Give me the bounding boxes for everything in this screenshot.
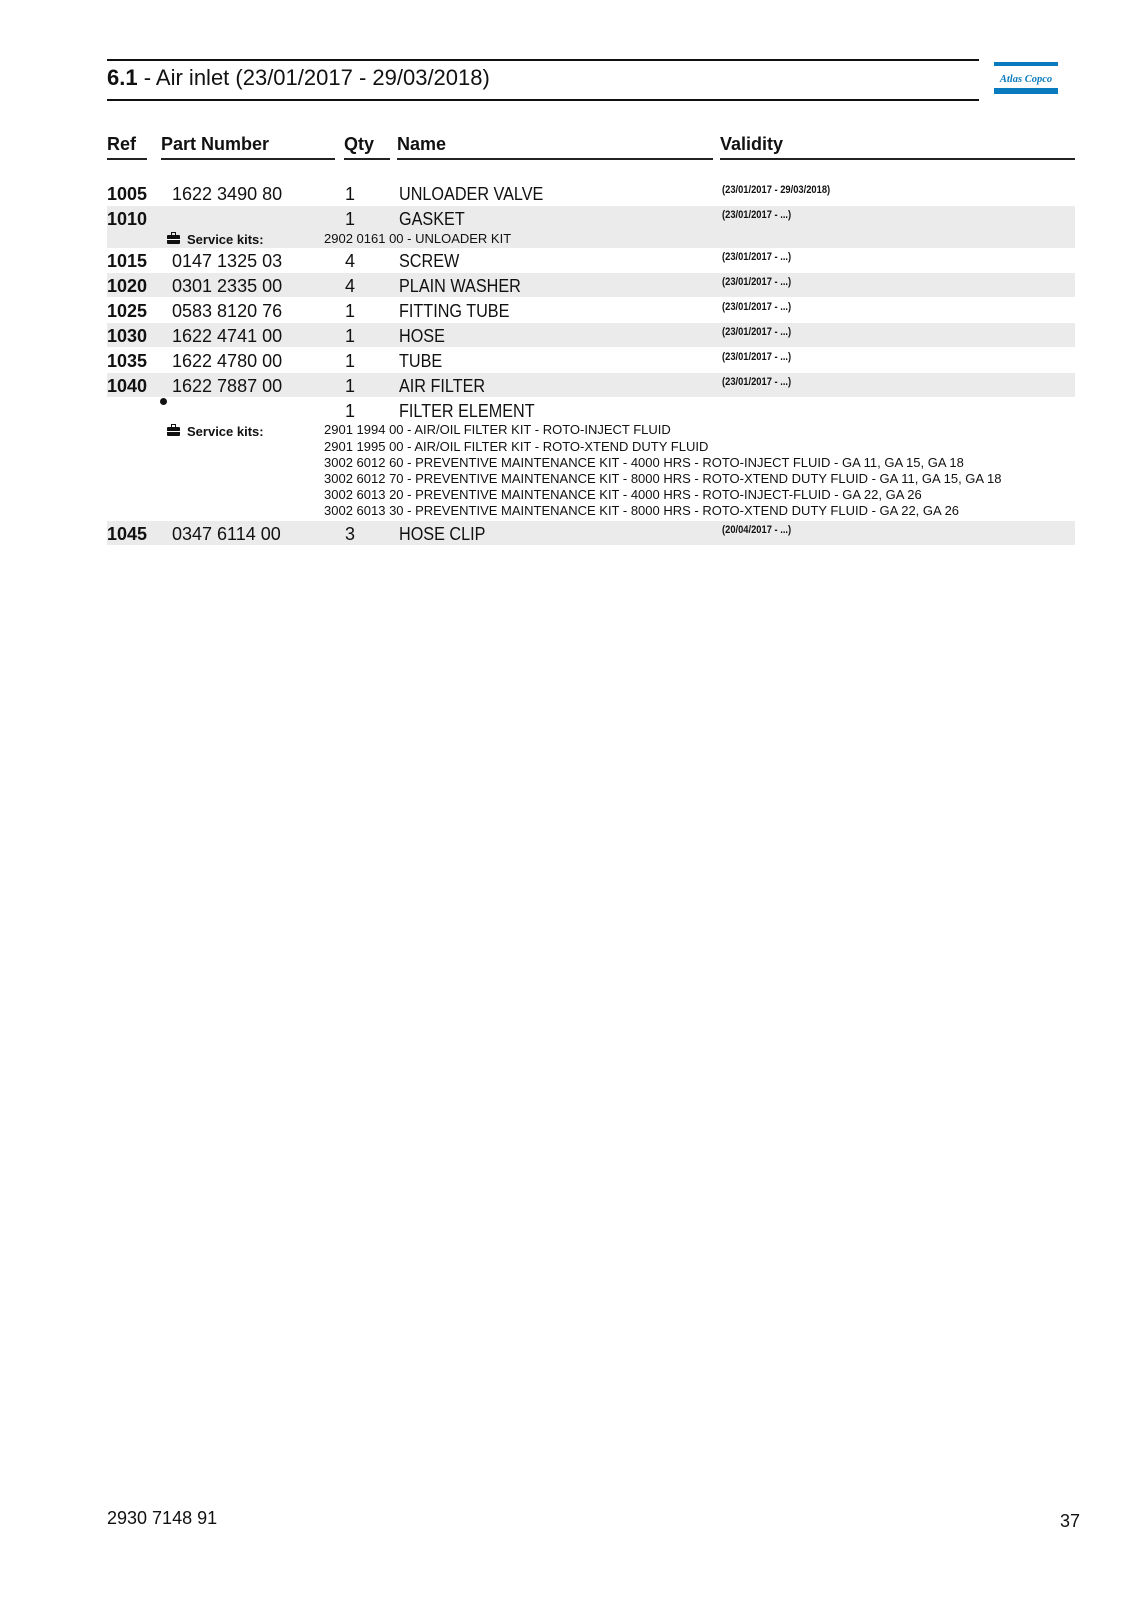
table-row: [107, 398, 1075, 422]
part-name: PLAIN WASHER: [399, 276, 521, 296]
service-kits-text: Service kits:: [187, 424, 264, 439]
table-row: [107, 181, 1075, 205]
part-number: 1622 4780 00: [172, 351, 283, 371]
part-name: AIR FILTER: [399, 376, 486, 396]
service-kit-item: 3002 6013 20 - PREVENTIVE MAINTENANCE KIT - 4000 HRS - ROTO-INJECT-FLUID - GA 22, GA 26: [324, 487, 922, 502]
service-kit-item: 2901 1995 00 - AIR/OIL FILTER KIT - ROTO-XTEND DUTY FLUID: [324, 439, 709, 454]
table-row: [107, 323, 1075, 347]
quantity: 1: [345, 209, 356, 229]
briefcase-icon: [167, 427, 180, 436]
header-underline: [161, 158, 335, 160]
col-header-ref: Ref: [107, 134, 137, 154]
quantity: 1: [345, 376, 356, 396]
sub-item-bullet-icon: [160, 398, 167, 405]
quantity: 1: [345, 184, 356, 204]
ref-number: 1010: [107, 209, 148, 229]
part-name: HOSE CLIP: [399, 524, 486, 544]
part-number: 0583 8120 76: [172, 301, 283, 321]
table-row: [107, 206, 1075, 230]
validity: (23/01/2017 - ...): [722, 276, 792, 288]
service-kits-text: Service kits:: [187, 232, 264, 247]
table-row: [107, 373, 1075, 397]
validity: (23/01/2017 - ...): [722, 351, 792, 363]
table-row: [107, 248, 1075, 272]
table-row: [107, 348, 1075, 372]
section-number: 6.1: [107, 65, 138, 90]
part-number: 1622 7887 00: [172, 376, 283, 396]
header-underline: [344, 158, 390, 160]
part-number: 1622 4741 00: [172, 326, 283, 346]
part-name: SCREW: [399, 251, 460, 271]
col-header-validity: Validity: [720, 134, 784, 154]
ref-number: 1025: [107, 301, 148, 321]
briefcase-icon: [167, 235, 180, 244]
section-title: - Air inlet (23/01/2017 - 29/03/2018): [137, 65, 490, 90]
validity: (20/04/2017 - ...): [722, 524, 792, 536]
part-name: HOSE: [399, 326, 445, 346]
document-number: 2930 7148 91: [107, 1508, 218, 1528]
ref-number: 1035: [107, 351, 148, 371]
validity: (23/01/2017 - ...): [722, 209, 792, 221]
part-name: FILTER ELEMENT: [399, 401, 535, 421]
col-header-name: Name: [397, 134, 447, 154]
part-number: 0301 2335 00: [172, 276, 283, 296]
quantity: 4: [345, 276, 356, 296]
table-row: [107, 298, 1075, 322]
ref-number: 1020: [107, 276, 148, 296]
ref-number: 1030: [107, 326, 148, 346]
quantity: 1: [345, 301, 356, 321]
quantity: 1: [345, 351, 356, 371]
page-title: [107, 63, 490, 93]
title-bottom-rule: [107, 99, 979, 101]
svg-text:Atlas Copco: Atlas Copco: [999, 74, 1053, 85]
validity: (23/01/2017 - ...): [722, 326, 792, 338]
ref-number: 1015: [107, 251, 148, 271]
part-number: 1622 3490 80: [172, 184, 283, 204]
part-number: 0347 6114 00: [172, 524, 281, 544]
validity: (23/01/2017 - ...): [722, 251, 792, 263]
ref-number: 1040: [107, 376, 148, 396]
validity: (23/01/2017 - 29/03/2018): [722, 184, 831, 196]
col-header-part-number: Part Number: [161, 134, 270, 154]
service-kit-item: 3002 6013 30 - PREVENTIVE MAINTENANCE KIT - 8000 HRS - ROTO-XTEND DUTY FLUID - GA 22, GA 26: [324, 503, 960, 518]
service-kits-block: [107, 421, 1075, 519]
service-kit-item: 3002 6012 60 - PREVENTIVE MAINTENANCE KIT - 4000 HRS - ROTO-INJECT FLUID - GA 11, GA 15, GA 18: [324, 455, 964, 470]
service-kit-item: 2902 0161 00 - UNLOADER KIT: [324, 231, 512, 246]
part-name: UNLOADER VALVE: [399, 184, 544, 204]
quantity: 3: [345, 524, 356, 544]
title-top-rule: [107, 59, 979, 61]
ref-number: 1045: [107, 524, 148, 544]
table-row: [107, 273, 1075, 297]
service-kit-item: 3002 6012 70 - PREVENTIVE MAINTENANCE KIT - 8000 HRS - ROTO-XTEND DUTY FLUID - GA 11, GA 15, GA 18: [324, 471, 1002, 486]
validity: (23/01/2017 - ...): [722, 301, 792, 313]
service-kit-item: 2901 1994 00 - AIR/OIL FILTER KIT - ROTO-INJECT FLUID: [324, 422, 671, 437]
part-name: TUBE: [399, 351, 443, 371]
header-underline: [397, 158, 713, 160]
quantity: 1: [345, 326, 356, 346]
part-name: GASKET: [399, 209, 465, 229]
ref-number: 1005: [107, 184, 148, 204]
col-header-qty: Qty: [344, 134, 375, 154]
page-number: 37: [1060, 1511, 1081, 1531]
part-number: 0147 1325 03: [172, 251, 283, 271]
part-name: FITTING TUBE: [399, 301, 510, 321]
service-kits-label: [167, 424, 264, 440]
validity: (23/01/2017 - ...): [722, 376, 792, 388]
table-row: [107, 521, 1075, 545]
header-underline: [107, 158, 147, 160]
header-underline: [720, 158, 1075, 160]
quantity: 1: [345, 401, 356, 421]
service-kits-label: [167, 232, 264, 248]
quantity: 4: [345, 251, 356, 271]
service-kits-block: [107, 230, 1075, 248]
atlas-copco-logo: [994, 62, 1058, 94]
